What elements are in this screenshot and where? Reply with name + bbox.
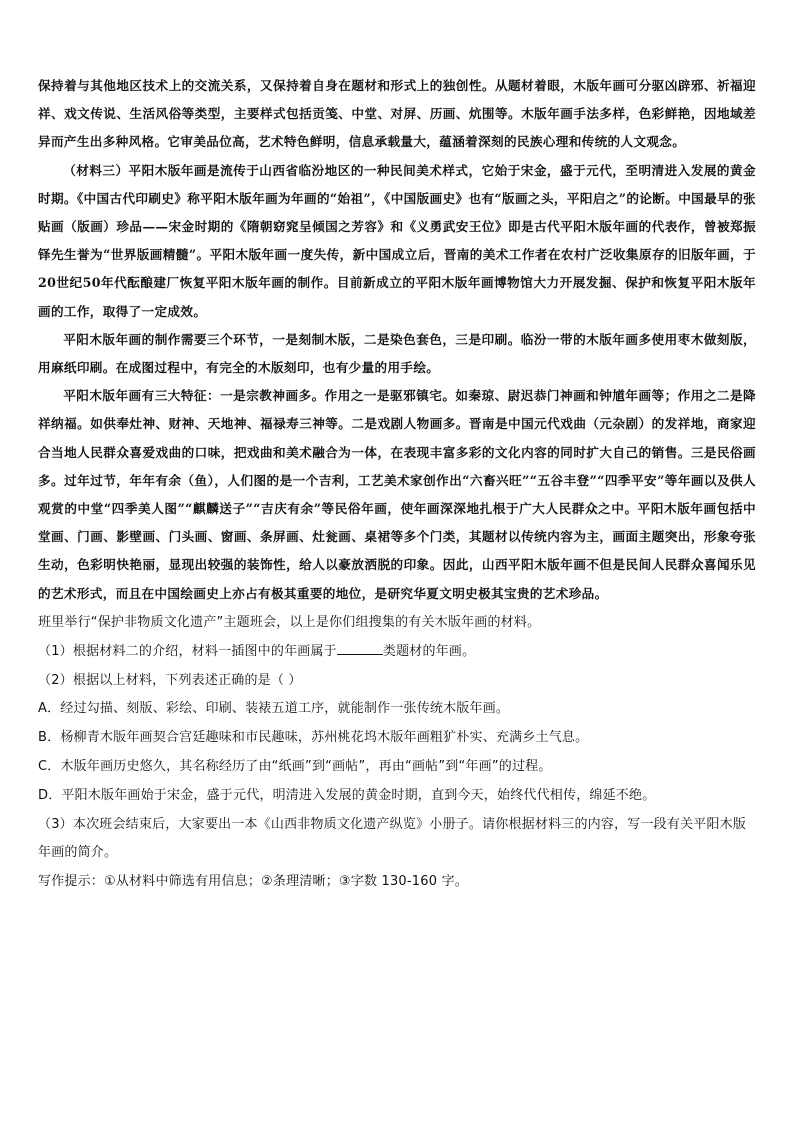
material-features-paragraph: 平阳木版年画有三大特征：一是宗教神画多。作用之一是驱邪镇宅。如秦琼、尉迟恭门神画和钟馗年画等；作用之二是降祥纳福。如供奉灶神、财神、天地神、福禄寿三神等。二是戏剧人物画多。晋南是中国元代戏曲（元杂剧）的发祥地，商家迎合当地人民群众喜爱戏曲的口味，把戏曲和美术融合为一体，在表现丰富多彩的文化内容的同时扩大自己的销售。三是民俗画多。过年过节，年年有余（鱼），人们图的是一个吉利，工艺美术家创作出“六畜兴旺”“五谷丰登”“四季平安”等年画以及供人观赏的中堂“四季美人图”“麒麟送子”“吉庆有余”等民俗年画，使年画深深地扎根于广大人民群众之中。平阳木版年画包括中堂画、门画、影壁画、门头画、窗画、条屏画、灶瓮画、桌裙等多个门类，其题材以传统内容为主，画面主题突出，形象夸张生动，色彩明快艳丽，显现出较强的装饰性，给人以豪放洒脱的印象。因此，山西平阳木版年画不但是民间人民群众喜闻乐见的艺术形式，而且在中国绘画史上亦占有极其重要的地位，是研究华夏文明史极其宝贵的艺术珍品。 (38, 388, 756, 601)
question-3: （3）本次班会结束后，大家要出一本《山西非物质文化遗产纵览》小册子。请你根据材料三的内容，写一段有关平阳木版年画的简介。 (38, 816, 747, 861)
question-intro: 班里举行“保护非物质文化遗产”主题班会，以上是你们组搜集的有关木版年画的材料。 (38, 614, 541, 630)
option-c: C．木版年画历史悠久，其名称经历了由“纸画”到“画帖”，再由“画帖”到“年画”的过程。 (38, 759, 552, 775)
material-paragraph-continuation: 保持着与其他地区技术上的交流关系，又保持着自身在题材和形式上的独创性。从题材着眼，木版年画可分驱凶辟邪、祈福迎祥、戏文传说、生活风俗等类型，主要样式包括贡笺、中堂、对屏、历画、炕围等。木版年画手法多样，色彩鲜艳，因地域差异而产生出多种风格。它审美品位高，艺术特色鲜明，信息承载量大，蕴涵着深刻的民族心理和传统的人文观念。 (38, 78, 756, 150)
material-three-paragraph: （材料三）平阳木版年画是流传于山西省临汾地区的一种民间美术样式，它始于宋金，盛于元代，至明清进入发展的黄金时期。《中国古代印刷史》称平阳木版年画为年画的“始祖”，《中国版画史》也有“版画之头，平阳启之”的论断。中国最早的张贴画（版画）珍品——宋金时期的《隋朝窈窕呈倾国之芳容》和《义勇武安王位》即是古代平阳木版年画的代表作，曾被郑振铎先生誉为“世界版画精髓”。平阳木版年画一度失传，新中国成立后，晋南的美术工作者在农村广泛收集原存的旧版年画，于20世纪50年代酝酿建厂恢复平阳木版年画的制作。目前新成立的平阳木版年画博物馆大力开展发掘、保护和恢复平阳木版年画的工作，取得了一定成效。 (38, 162, 756, 319)
question-2: （2）根据以上材料，下列表述正确的是（ ） (38, 672, 302, 688)
option-b: B．杨柳青木版年画契合宫廷趣味和市民趣味，苏州桃花坞木版年画粗犷朴实、充满乡土气息。 (38, 730, 589, 746)
answer-blank[interactable] (337, 642, 383, 655)
question-1-text: （1）根据材料二的介绍，材料一插图中的年画属于 (38, 643, 337, 659)
question-1 (38, 638, 756, 667)
option-d: D．平阳木版年画始于宋金，盛于元代，明清进入发展的黄金时期，直到今天，始终代代相传，绵延不绝。 (38, 787, 656, 803)
question-1-text-end: 类题材的年画。 (382, 643, 476, 659)
question-section (38, 610, 756, 897)
writing-hint: 写作提示：①从材料中筛选有用信息；②条理清晰；③字数 130-160 字。 (38, 874, 468, 890)
option-a: A．经过勾描、刻版、彩绘、印刷、装裱五道工序，就能制作一张传统木版年画。 (38, 701, 510, 717)
material-process-paragraph: 平阳木版年画的制作需要三个环节，一是刻制木版，二是染色套色，三是印刷。临汾一带的木版年画多使用枣木做刻版，用麻纸印刷。在成图过程中，有完全的木版刻印，也有少量的用手绘。 (38, 331, 756, 376)
reading-material (38, 72, 756, 608)
